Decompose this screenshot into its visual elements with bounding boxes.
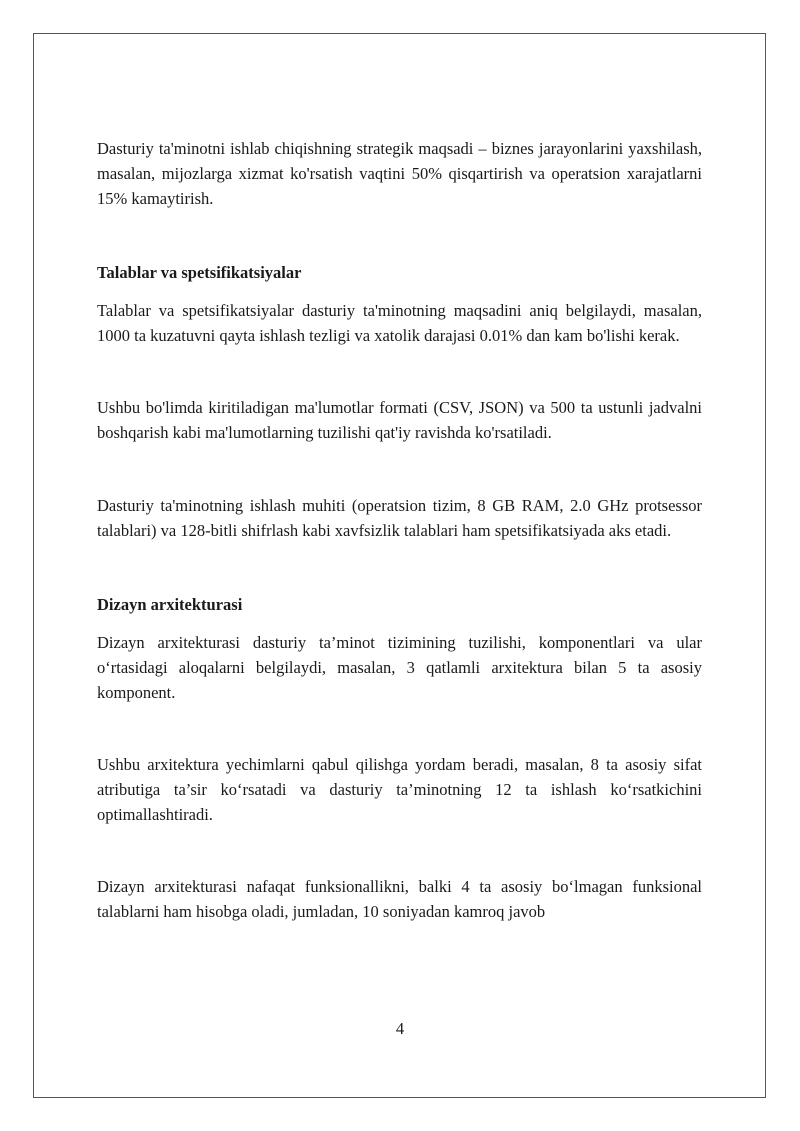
paragraph-non-functional: Dizayn arxitekturasi nafaqat funksionallikni, balki 4 ta asosiy bo‘lmagan funksional talablarni ham hisobga oladi, jumladan, 10 soniyadan kamroq javob (97, 877, 702, 921)
page-number: 4 (395, 1019, 405, 1038)
paragraph-strategic-goal: Dasturiy ta'minotni ishlab chiqishning strategik maqsadi – biznes jarayonlarini yaxshilash, masalan, mijozlarga xizmat ko'rsatish vaqtini 50% qisqartirish va operatsion xarajatlarni 15% kamaytirish. (97, 139, 702, 208)
heading-design-architecture: Dizayn arxitekturasi (97, 595, 243, 614)
paragraph-architecture-structure: Dizayn arxitekturasi dasturiy ta’minot tizimining tuzilishi, komponentlari va ular o‘rtasidagi aloqalarni belgilaydi, masalan, 3 qatlamli arxitektura bilan 5 ta asosiy komponent. (97, 633, 702, 702)
page-body (97, 136, 702, 924)
paragraph-data-format: Ushbu bo'limda kiritiladigan ma'lumotlar formati (CSV, JSON) va 500 ta ustunli jadvalni boshqarish kabi ma'lumotlarning tuzilishi qat'iy ravishda ko'rsatiladi. (97, 398, 702, 442)
paragraph-architecture-decisions: Ushbu arxitektura yechimlarni qabul qilishga yordam beradi, masalan, 8 ta asosiy sifat atributiga ta’sir ko‘rsatadi va dasturiy ta’minotning 12 ta ishlash ko‘rsatkichini optimallashtiradi. (97, 755, 702, 824)
paragraph-environment: Dasturiy ta'minotning ishlash muhiti (operatsion tizim, 8 GB RAM, 2.0 GHz protsessor talablari) va 128-bitli shifrlash kabi xavfsizlik talablari ham spetsifikatsiyada aks etadi. (97, 496, 702, 540)
heading-requirements: Talablar va spetsifikatsiyalar (97, 263, 302, 282)
paragraph-requirements-purpose: Talablar va spetsifikatsiyalar dasturiy ta'minotning maqsadini aniq belgilaydi, masalan, 1000 ta kuzatuvni qayta ishlash tezligi va xatolik darajasi 0.01% dan kam bo'lishi kerak. (97, 301, 702, 345)
